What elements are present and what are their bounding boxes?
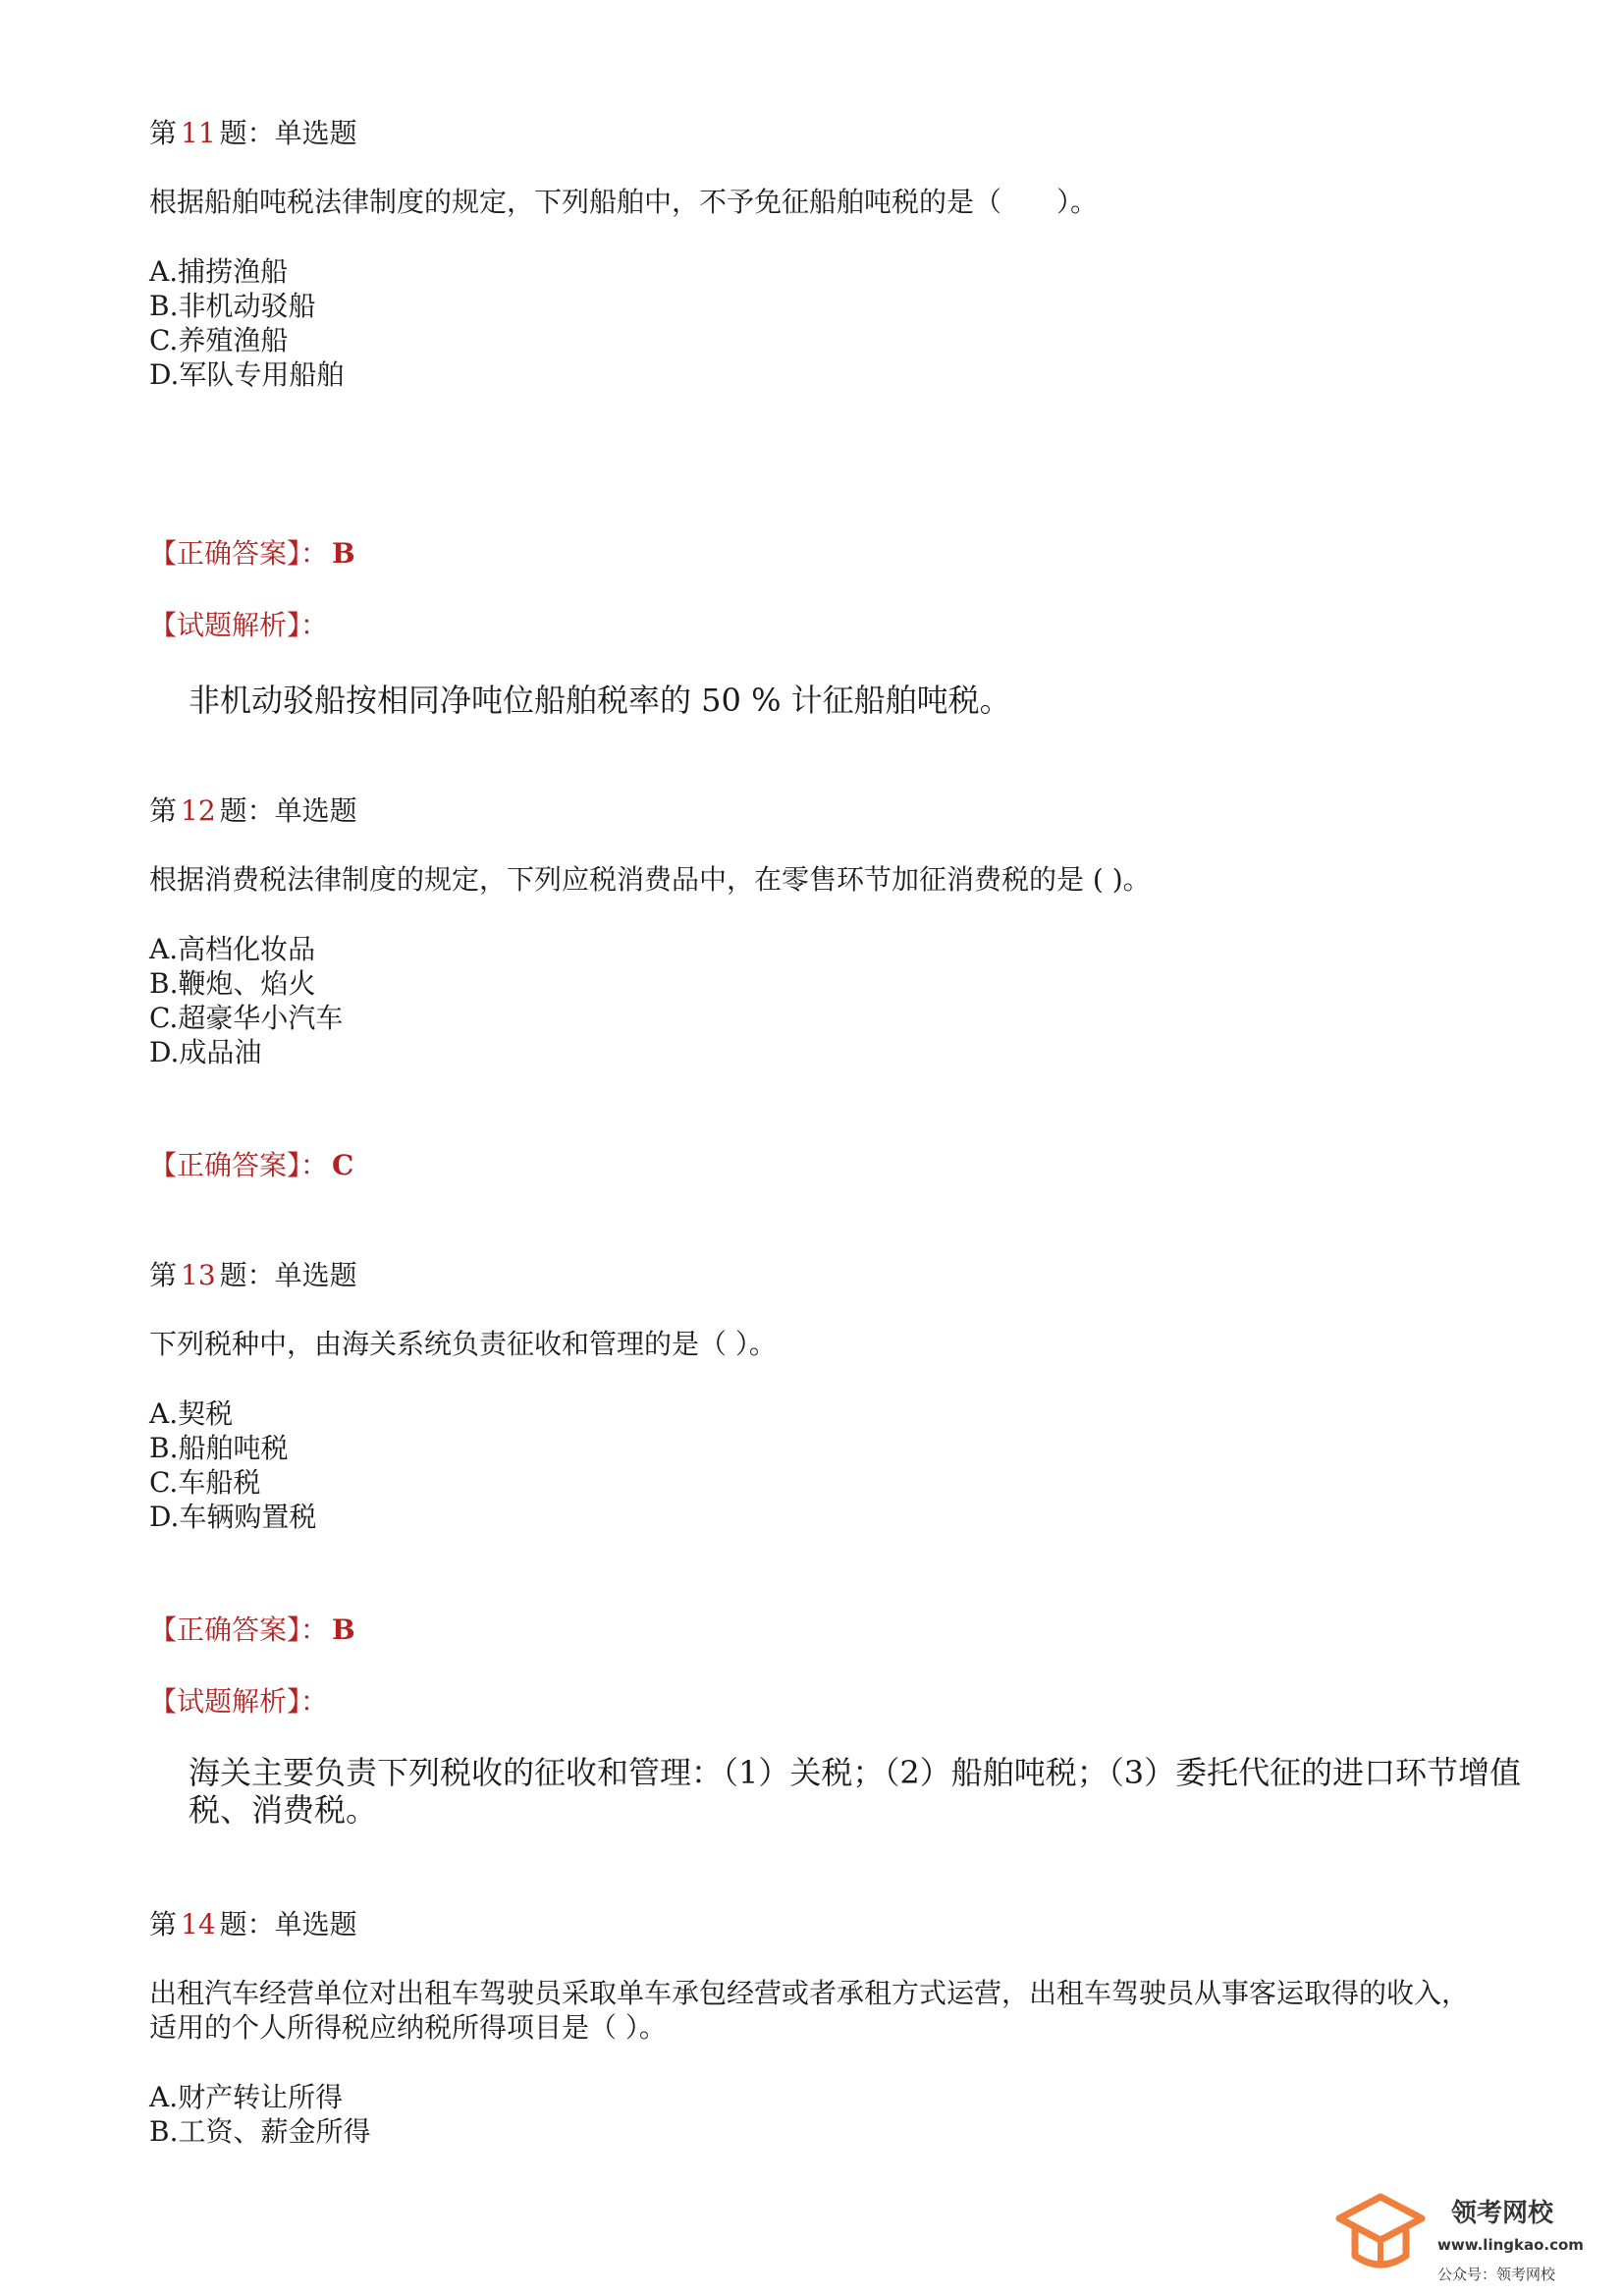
question-type: 题：单选题	[219, 117, 357, 149]
option-list	[149, 2080, 1485, 2149]
question-prefix: 第	[149, 117, 178, 149]
logo-name: 领考网校	[1451, 2199, 1554, 2228]
logo-wechat: 公众号：领考网校	[1437, 2266, 1556, 2283]
option-a: A.高档化妆品	[149, 933, 316, 965]
option-a: A.捕捞渔船	[149, 255, 289, 288]
question-prefix: 第	[149, 1908, 178, 1941]
option-a: A.财产转让所得	[149, 2081, 344, 2113]
question-stem: 出租汽车经营单位对出租车驾驶员采取单车承包经营或者承租方式运营，出租车驾驶员从事客运取得的收入，适用的个人所得税应纳税所得项目是（ ）。	[149, 1977, 1470, 2044]
correct-answer	[149, 1148, 1485, 1183]
answer-value: B	[332, 537, 355, 570]
analysis-label: 【试题解析】：	[149, 1685, 329, 1718]
question-title	[149, 1907, 1485, 1942]
answer-label: 【正确答案】：	[149, 1613, 329, 1646]
option-d: D.成品油	[149, 1036, 262, 1068]
analysis-label: 【试题解析】：	[149, 609, 329, 641]
option-b: B.船舶吨税	[149, 1432, 289, 1464]
analysis-text: 海关主要负责下列税收的征收和管理：（1）关税；（2）船舶吨税；（3）委托代征的进口环节增值税、消费税。	[189, 1754, 1522, 1829]
option-list	[149, 932, 1485, 1069]
analysis-text: 非机动驳船按相同净吨位船舶税率的 50 % 计征船舶吨税。	[189, 682, 1011, 719]
question-number: 12	[181, 794, 216, 827]
question-stem: 根据船舶吨税法律制度的规定，下列船舶中，不予免征船舶吨税的是（ ）。	[149, 186, 1099, 218]
question-11	[149, 116, 1485, 392]
option-b: B.鞭炮、焰火	[149, 967, 316, 1000]
question-type: 题：单选题	[219, 1259, 357, 1291]
option-a: A.契税	[149, 1397, 234, 1430]
question-number: 14	[181, 1908, 216, 1941]
graduation-cap-icon	[1331, 2185, 1430, 2288]
question-stem: 下列税种中，由海关系统负责征收和管理的是（ ）。	[149, 1328, 777, 1360]
option-c: C.超豪华小汽车	[149, 1002, 344, 1034]
correct-answer	[149, 536, 1485, 572]
option-b: B.非机动驳船	[149, 290, 316, 322]
option-b: B.工资、薪金所得	[149, 2115, 371, 2148]
option-list	[149, 254, 1485, 392]
question-title	[149, 1258, 1485, 1293]
question-type: 题：单选题	[219, 1908, 357, 1941]
question-title	[149, 793, 1485, 829]
question-12	[149, 793, 1485, 1069]
logo-url[interactable]: www.lingkao.com	[1437, 2236, 1584, 2254]
option-d: D.车辆购置税	[149, 1501, 317, 1533]
lingkao-logo	[1331, 2185, 1587, 2288]
option-d: D.军队专用船舶	[149, 358, 345, 391]
option-c: C.养殖渔船	[149, 324, 289, 356]
option-c: C.车船税	[149, 1466, 261, 1499]
answer-label: 【正确答案】：	[149, 1149, 329, 1181]
question-number: 11	[181, 117, 216, 149]
question-stem: 根据消费税法律制度的规定，下列应税消费品中，在零售环节加征消费税的是 ( )。	[149, 863, 1151, 896]
question-14	[149, 1907, 1485, 2149]
answer-label: 【正确答案】：	[149, 537, 329, 570]
question-number: 13	[181, 1259, 216, 1291]
answer-value: C	[332, 1149, 354, 1181]
answer-value: B	[332, 1613, 355, 1646]
question-type: 题：单选题	[219, 794, 357, 827]
question-title	[149, 116, 1485, 151]
option-list	[149, 1396, 1485, 1534]
question-prefix: 第	[149, 1259, 178, 1291]
correct-answer	[149, 1613, 1485, 1648]
question-prefix: 第	[149, 794, 178, 827]
question-13	[149, 1258, 1485, 1534]
